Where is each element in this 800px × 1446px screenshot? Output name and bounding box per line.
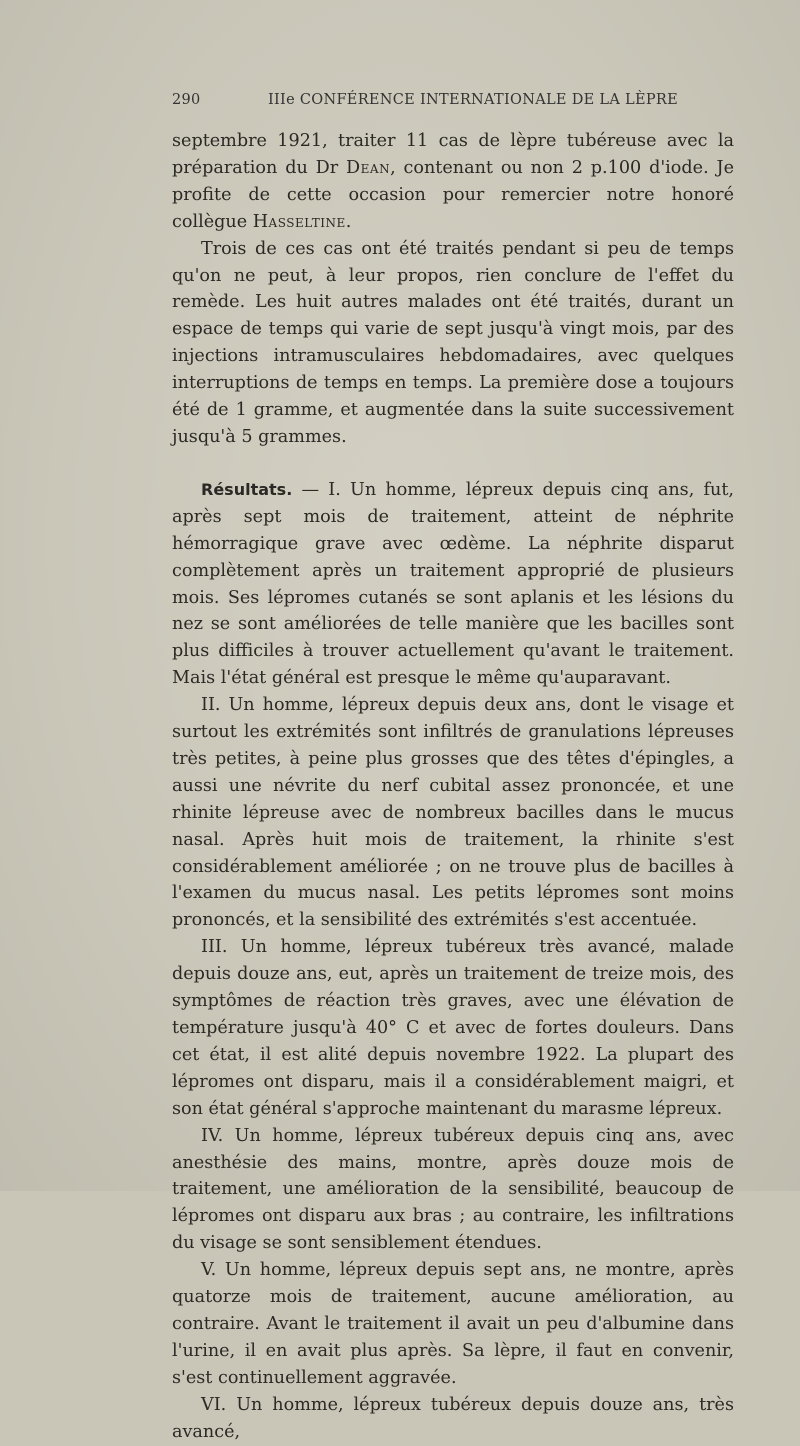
- running-title: IIIe CONFÉRENCE INTERNATIONALE DE LA LÈPRE: [268, 92, 678, 108]
- author-name-dean: Dean: [346, 157, 391, 178]
- case-5: V. Un homme, lépreux depuis sept ans, ne montre, après quatorze mois de traitement, aucune amélioration, au contraire. Avant le traitement il avait un peu d'albumine dans l'urine, il en avait plus après. Sa lèpre, il faut en convenir, s'est continuellement aggravée.: [172, 1260, 734, 1388]
- results-heading: Résultats.: [201, 479, 293, 499]
- paragraph-2: Trois de ces cas ont été traités pendant si peu de temps qu'on ne peut, à leur propos, rien conclure de l'effet du remède. Les huit autres malades ont été traités, durant un espace de temps qui varie de sept jusqu'à vingt mois, par des injections intramusculaires hebdomadaires, avec quelques interruptions de temps en temps. La première dose a toujours été de 1 gramme, et augmentée dans la suite successivement jusqu'à 5 grammes.: [172, 238, 734, 447]
- body-text: [172, 128, 734, 1446]
- paragraph-1: [172, 128, 734, 236]
- case-2: II. Un homme, lépreux depuis deux ans, dont le visage et surtout les extrémités sont infiltrés de granulations lépreuses très petites, à peine plus grosses que des têtes d'épingles, a aussi une névrite du nerf cubital assez prononcée, et une rhinite lépreuse avec de nombreux bacilles dans le mucus nasal. Après huit mois de traitement, la rhinite s'est considérablement améliorée ; on ne trouve plus de bacilles à l'examen du mucus nasal. Les petits lépromes sont moins prononcés, et la sensibilité des extrémités s'est accentuée.: [172, 695, 734, 931]
- case-6: VI. Un homme, lépreux tubéreux depuis douze ans, très avancé,: [172, 1394, 734, 1442]
- paragraph-results: [172, 477, 734, 692]
- author-name-hasseltine: Hasseltine: [252, 211, 346, 232]
- results-case-1: — I. Un homme, lépreux depuis cinq ans, fut, après sept mois de traitement, atteint de néphrite hémorragique grave avec œdème. La néphrite disparut complètement après un traitement approprié de plusieurs mois. Ses lépromes cutanés se sont aplanis et les lésions du nez se sont améliorées de telle manière que les bacilles sont plus difficiles à trouver actuellement qu'avant le traitement. Mais l'état général est presque le même qu'auparavant.: [172, 479, 734, 689]
- paragraph-1-text-c: .: [345, 211, 352, 232]
- paragraph-1-text-a: septembre 1921, traiter 11 cas de lèpre tubéreuse avec la préparation du Dr: [172, 131, 734, 178]
- paragraph-1-text-b: , contenant ou non 2 p.100 d'iode. Je profite de cette occasion pour remercier notre honoré collègue: [172, 157, 734, 232]
- case-3: III. Un homme, lépreux tubéreux très avancé, malade depuis douze ans, eut, après un traitement de treize mois, des symptômes de réaction très graves, avec une élévation de température jusqu'à 40° C et avec de fortes douleurs. Dans cet état, il est alité depuis novembre 1922. La plupart des lépromes ont disparu, mais il a considérablement maigri, et son état général s'approche maintenant du marasme lépreux.: [172, 937, 734, 1119]
- page-number: 290: [172, 92, 201, 108]
- case-4: IV. Un homme, lépreux tubéreux depuis cinq ans, avec anesthésie des mains, montre, après douze mois de traitement, une amélioration de la sensibilité, beaucoup de lépromes ont disparu aux bras ; au contraire, les infiltrations du visage se sont sensiblement étendues.: [172, 1125, 734, 1254]
